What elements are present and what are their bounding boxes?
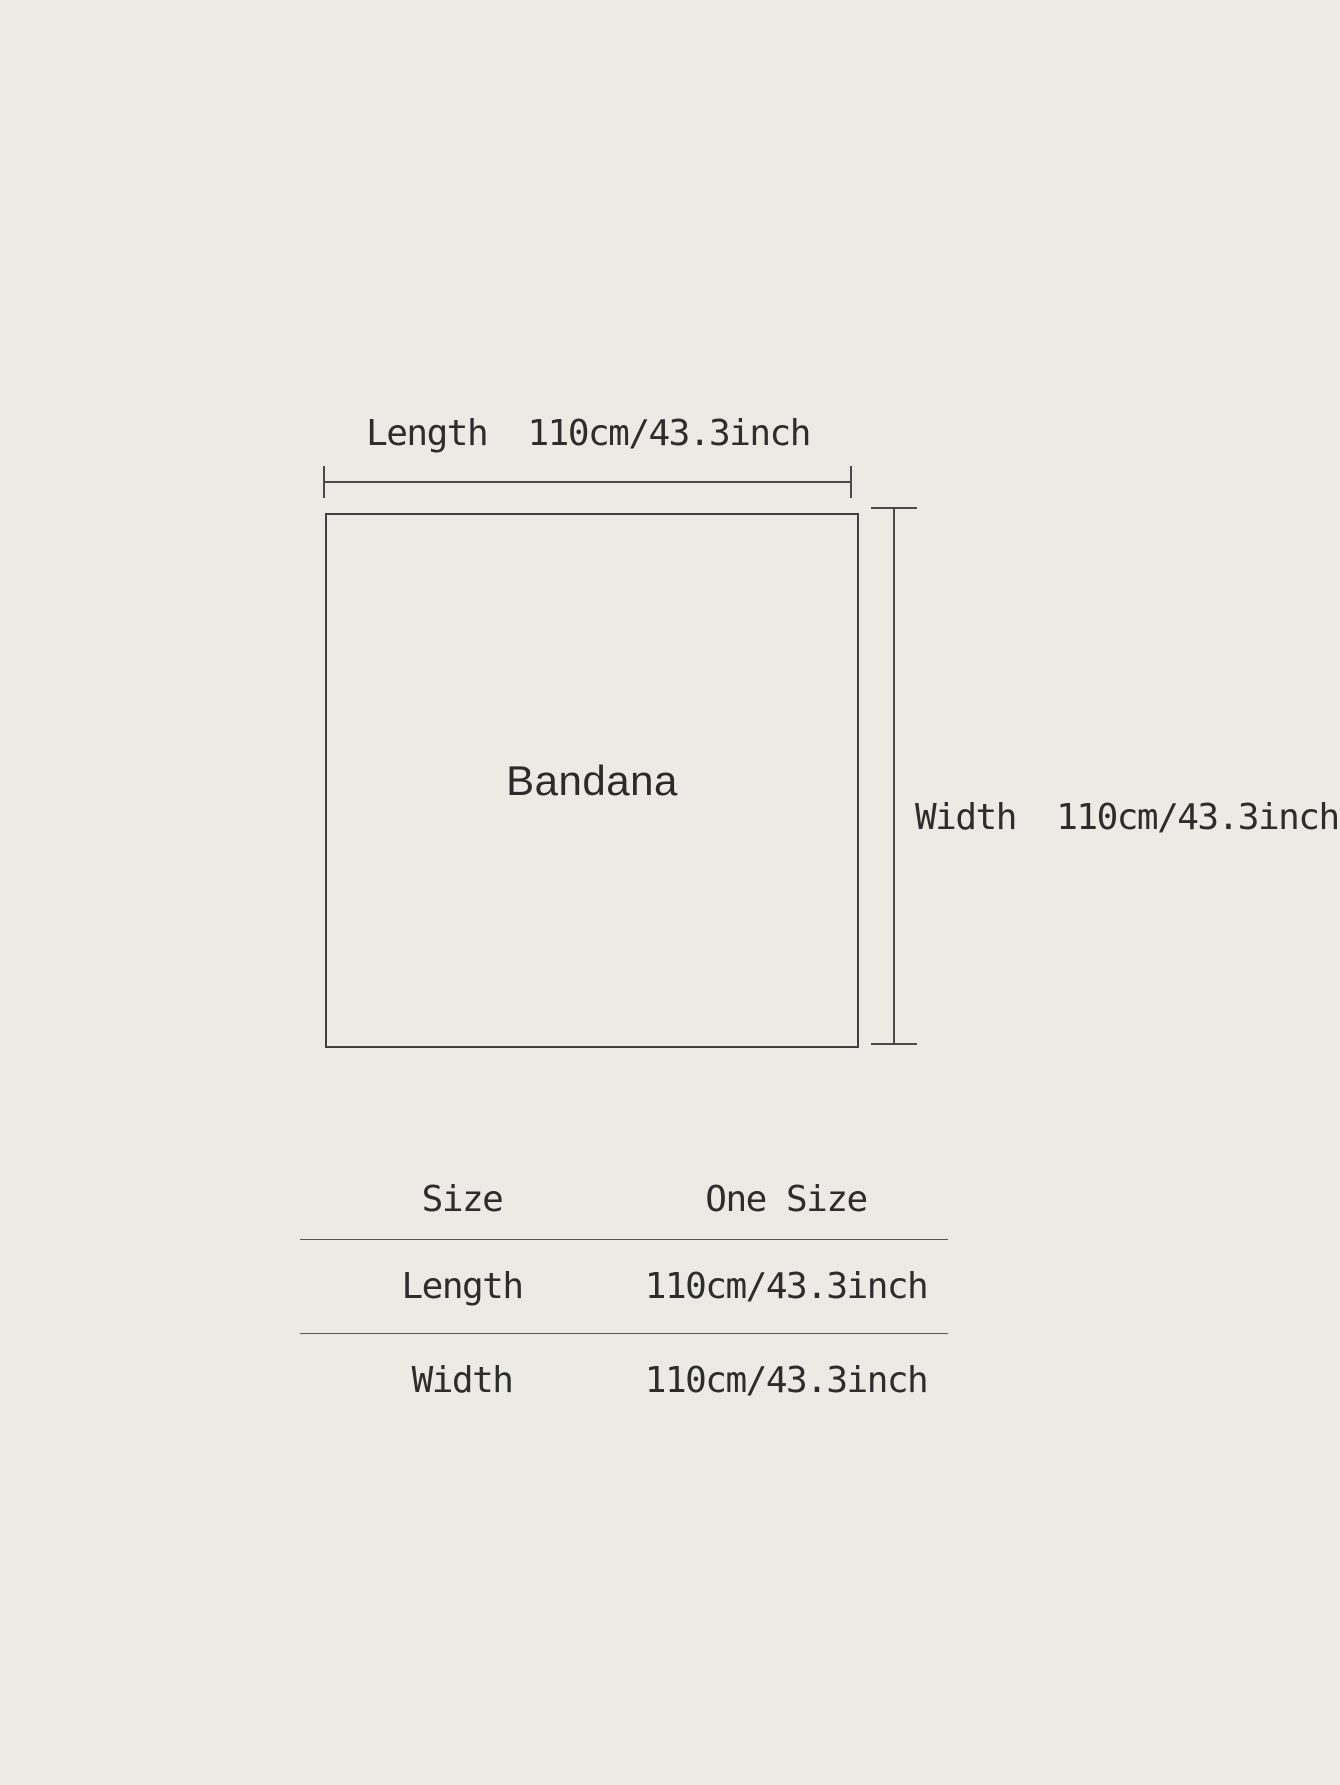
size-table-length-label: Length [401,1266,523,1307]
bandana-outline-diagram [325,513,859,1048]
width-ruler-tick-top [871,507,917,509]
length-ruler-tick-left [323,466,325,498]
product-name-label: Bandana [506,756,678,804]
size-table-header-value: One Size [705,1179,867,1220]
width-ruler-tick-bottom [871,1043,917,1045]
size-table-row-length [300,1239,948,1333]
size-table-header-size: Size [421,1179,503,1220]
size-table [300,1160,948,1427]
width-ruler-line [893,507,895,1045]
size-table-length-value: 110cm/43.3inch [644,1266,928,1307]
size-table-header-row [300,1160,948,1239]
size-table-width-label: Width [411,1360,513,1401]
length-dimension-label: Length 110cm/43.3inch [366,413,810,454]
length-ruler-tick-right [850,466,852,498]
width-dimension-label: Width 110cm/43.3inch [915,797,1339,838]
length-ruler-line [323,481,852,483]
size-table-row-width [300,1333,948,1427]
size-table-width-value: 110cm/43.3inch [644,1360,928,1401]
